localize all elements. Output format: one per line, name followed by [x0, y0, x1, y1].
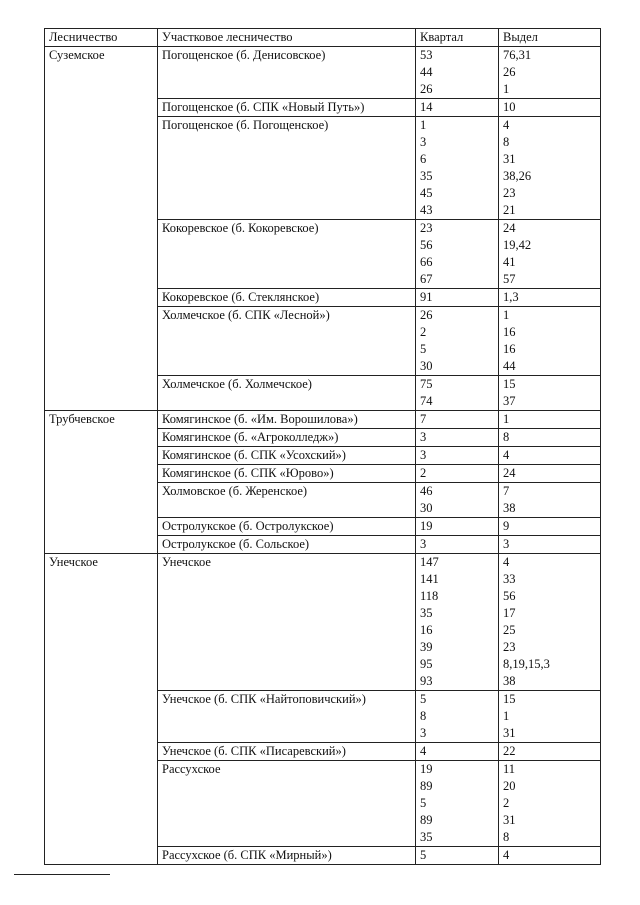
vydel-cell: [499, 99, 601, 117]
header-row: [45, 29, 601, 47]
kvartal-value: 91: [420, 290, 433, 304]
vydel-value: 15: [503, 377, 516, 391]
vydel-value: 38: [503, 501, 516, 515]
vydel-value: 31: [503, 726, 516, 740]
vydel-value: 4: [503, 555, 510, 569]
vydel-cell: [499, 743, 601, 761]
district-name: Холмечское (б. СПК «Лесной»): [158, 307, 416, 376]
vydel-cell: [499, 847, 601, 865]
kvartal-value: 56: [420, 238, 433, 252]
vydel-cell: [499, 691, 601, 743]
kvartal-value: 1: [420, 118, 427, 132]
header-vydel: Выдел: [499, 29, 601, 47]
kvartal-value: 66: [420, 255, 433, 269]
vydel-value: 17: [503, 606, 516, 620]
kvartal-value: 5: [420, 692, 427, 706]
district-name: Погощенское (б. Погощенское): [158, 117, 416, 220]
kvartal-value: 46: [420, 484, 433, 498]
vydel-value: 1: [503, 709, 510, 723]
header-kvartal: Квартал: [416, 29, 499, 47]
table-body: [45, 47, 601, 865]
header-leschestvo: Лесничество: [45, 29, 158, 47]
vydel-value: 31: [503, 152, 516, 166]
district-name: Комягинское (б. СПК «Юрово»): [158, 465, 416, 483]
forestry-table: [44, 28, 601, 865]
vydel-value: 23: [503, 640, 516, 654]
vydel-value: 38,26: [503, 169, 532, 183]
district-name: Холмечское (б. Холмечское): [158, 376, 416, 411]
district-name: Остролукское (б. Сольское): [158, 536, 416, 554]
forestry-name: Унечское: [45, 554, 158, 865]
vydel-value: 16: [503, 342, 516, 356]
vydel-value: 8: [503, 135, 510, 149]
kvartal-value: 30: [420, 501, 433, 515]
kvartal-value: 89: [420, 779, 433, 793]
kvartal-value: 3: [420, 430, 427, 444]
vydel-value: 41: [503, 255, 516, 269]
district-name: Погощенское (б. Денисовское): [158, 47, 416, 99]
kvartal-cell: [416, 691, 499, 743]
vydel-value: 20: [503, 779, 516, 793]
vydel-value: 2: [503, 796, 510, 810]
vydel-value: 4: [503, 448, 510, 462]
kvartal-cell: [416, 743, 499, 761]
kvartal-cell: [416, 554, 499, 691]
kvartal-value: 5: [420, 342, 427, 356]
kvartal-value: 45: [420, 186, 433, 200]
kvartal-value: 19: [420, 762, 433, 776]
vydel-value: 4: [503, 848, 510, 862]
district-name: Комягинское (б. «Им. Ворошилова»): [158, 411, 416, 429]
kvartal-cell: [416, 429, 499, 447]
vydel-value: 1: [503, 308, 510, 322]
district-name: Погощенское (б. СПК «Новый Путь»): [158, 99, 416, 117]
vydel-cell: [499, 761, 601, 847]
kvartal-cell: [416, 220, 499, 289]
district-name: Унечское (б. СПК «Найтоповичский»): [158, 691, 416, 743]
kvartal-cell: [416, 847, 499, 865]
vydel-value: 31: [503, 813, 516, 827]
vydel-value: 25: [503, 623, 516, 637]
vydel-cell: [499, 47, 601, 99]
district-name: Комягинское (б. СПК «Усохский»): [158, 447, 416, 465]
district-name: Рассухское (б. СПК «Мирный»): [158, 847, 416, 865]
kvartal-value: 3: [420, 726, 427, 740]
kvartal-value: 67: [420, 272, 433, 286]
kvartal-cell: [416, 289, 499, 307]
kvartal-value: 95: [420, 657, 433, 671]
kvartal-cell: [416, 536, 499, 554]
vydel-cell: [499, 465, 601, 483]
vydel-value: 19,42: [503, 238, 532, 252]
kvartal-value: 43: [420, 203, 433, 217]
district-name: Комягинское (б. «Агроколледж»): [158, 429, 416, 447]
kvartal-value: 74: [420, 394, 433, 408]
district-name: Остролукское (б. Остролукское): [158, 518, 416, 536]
kvartal-value: 75: [420, 377, 433, 391]
kvartal-value: 39: [420, 640, 433, 654]
kvartal-value: 23: [420, 221, 433, 235]
kvartal-value: 30: [420, 359, 433, 373]
kvartal-value: 2: [420, 466, 427, 480]
kvartal-cell: [416, 518, 499, 536]
vydel-value: 38: [503, 674, 516, 688]
vydel-value: 33: [503, 572, 516, 586]
vydel-value: 8: [503, 430, 510, 444]
vydel-cell: [499, 429, 601, 447]
header-district: Участковое лесничество: [158, 29, 416, 47]
vydel-value: 1: [503, 412, 510, 426]
kvartal-value: 35: [420, 830, 433, 844]
kvartal-value: 5: [420, 848, 427, 862]
forestry-name: Суземское: [45, 47, 158, 411]
kvartal-value: 7: [420, 412, 427, 426]
kvartal-value: 93: [420, 674, 433, 688]
vydel-value: 57: [503, 272, 516, 286]
district-name: Рассухское: [158, 761, 416, 847]
vydel-value: 44: [503, 359, 516, 373]
kvartal-value: 89: [420, 813, 433, 827]
vydel-value: 3: [503, 537, 510, 551]
vydel-cell: [499, 376, 601, 411]
kvartal-value: 14: [420, 100, 433, 114]
kvartal-cell: [416, 99, 499, 117]
vydel-value: 1: [503, 82, 510, 96]
kvartal-value: 3: [420, 537, 427, 551]
district-name: Кокоревское (б. Стеклянское): [158, 289, 416, 307]
kvartal-value: 19: [420, 519, 433, 533]
kvartal-value: 3: [420, 448, 427, 462]
footnote-divider: [14, 874, 110, 875]
district-name: Унечское: [158, 554, 416, 691]
kvartal-value: 3: [420, 135, 427, 149]
kvartal-cell: [416, 47, 499, 99]
vydel-value: 22: [503, 744, 516, 758]
kvartal-value: 26: [420, 82, 433, 96]
kvartal-cell: [416, 447, 499, 465]
kvartal-value: 16: [420, 623, 433, 637]
vydel-value: 7: [503, 484, 510, 498]
vydel-value: 9: [503, 519, 510, 533]
vydel-cell: [499, 117, 601, 220]
kvartal-cell: [416, 465, 499, 483]
kvartal-value: 26: [420, 308, 433, 322]
kvartal-value: 8: [420, 709, 427, 723]
kvartal-cell: [416, 761, 499, 847]
vydel-cell: [499, 483, 601, 518]
kvartal-value: 53: [420, 48, 433, 62]
vydel-value: 15: [503, 692, 516, 706]
vydel-value: 76,31: [503, 48, 532, 62]
district-name: Унечское (б. СПК «Писаревский»): [158, 743, 416, 761]
vydel-value: 8: [503, 830, 510, 844]
table-row: [45, 47, 601, 99]
vydel-value: 37: [503, 394, 516, 408]
kvartal-value: 44: [420, 65, 433, 79]
vydel-cell: [499, 447, 601, 465]
vydel-cell: [499, 518, 601, 536]
vydel-value: 24: [503, 221, 516, 235]
vydel-value: 24: [503, 466, 516, 480]
vydel-value: 23: [503, 186, 516, 200]
vydel-value: 4: [503, 118, 510, 132]
district-name: Кокоревское (б. Кокоревское): [158, 220, 416, 289]
kvartal-value: 141: [420, 572, 439, 586]
vydel-value: 10: [503, 100, 516, 114]
table-row: [45, 554, 601, 691]
vydel-cell: [499, 289, 601, 307]
kvartal-value: 118: [420, 589, 439, 603]
table-row: [45, 411, 601, 429]
kvartal-value: 2: [420, 325, 427, 339]
kvartal-value: 5: [420, 796, 427, 810]
kvartal-value: 4: [420, 744, 427, 758]
vydel-value: 16: [503, 325, 516, 339]
kvartal-cell: [416, 411, 499, 429]
vydel-value: 21: [503, 203, 516, 217]
vydel-value: 8,19,15,3: [503, 657, 550, 671]
kvartal-cell: [416, 376, 499, 411]
forestry-name: Трубчевское: [45, 411, 158, 554]
vydel-value: 26: [503, 65, 516, 79]
kvartal-cell: [416, 307, 499, 376]
vydel-cell: [499, 536, 601, 554]
kvartal-value: 35: [420, 606, 433, 620]
kvartal-value: 6: [420, 152, 427, 166]
kvartal-cell: [416, 117, 499, 220]
vydel-cell: [499, 411, 601, 429]
kvartal-value: 35: [420, 169, 433, 183]
vydel-value: 56: [503, 589, 516, 603]
vydel-cell: [499, 220, 601, 289]
vydel-cell: [499, 307, 601, 376]
vydel-value: 11: [503, 762, 516, 776]
vydel-cell: [499, 554, 601, 691]
vydel-value: 1,3: [503, 290, 519, 304]
kvartal-value: 147: [420, 555, 439, 569]
kvartal-cell: [416, 483, 499, 518]
district-name: Холмовское (б. Жеренское): [158, 483, 416, 518]
